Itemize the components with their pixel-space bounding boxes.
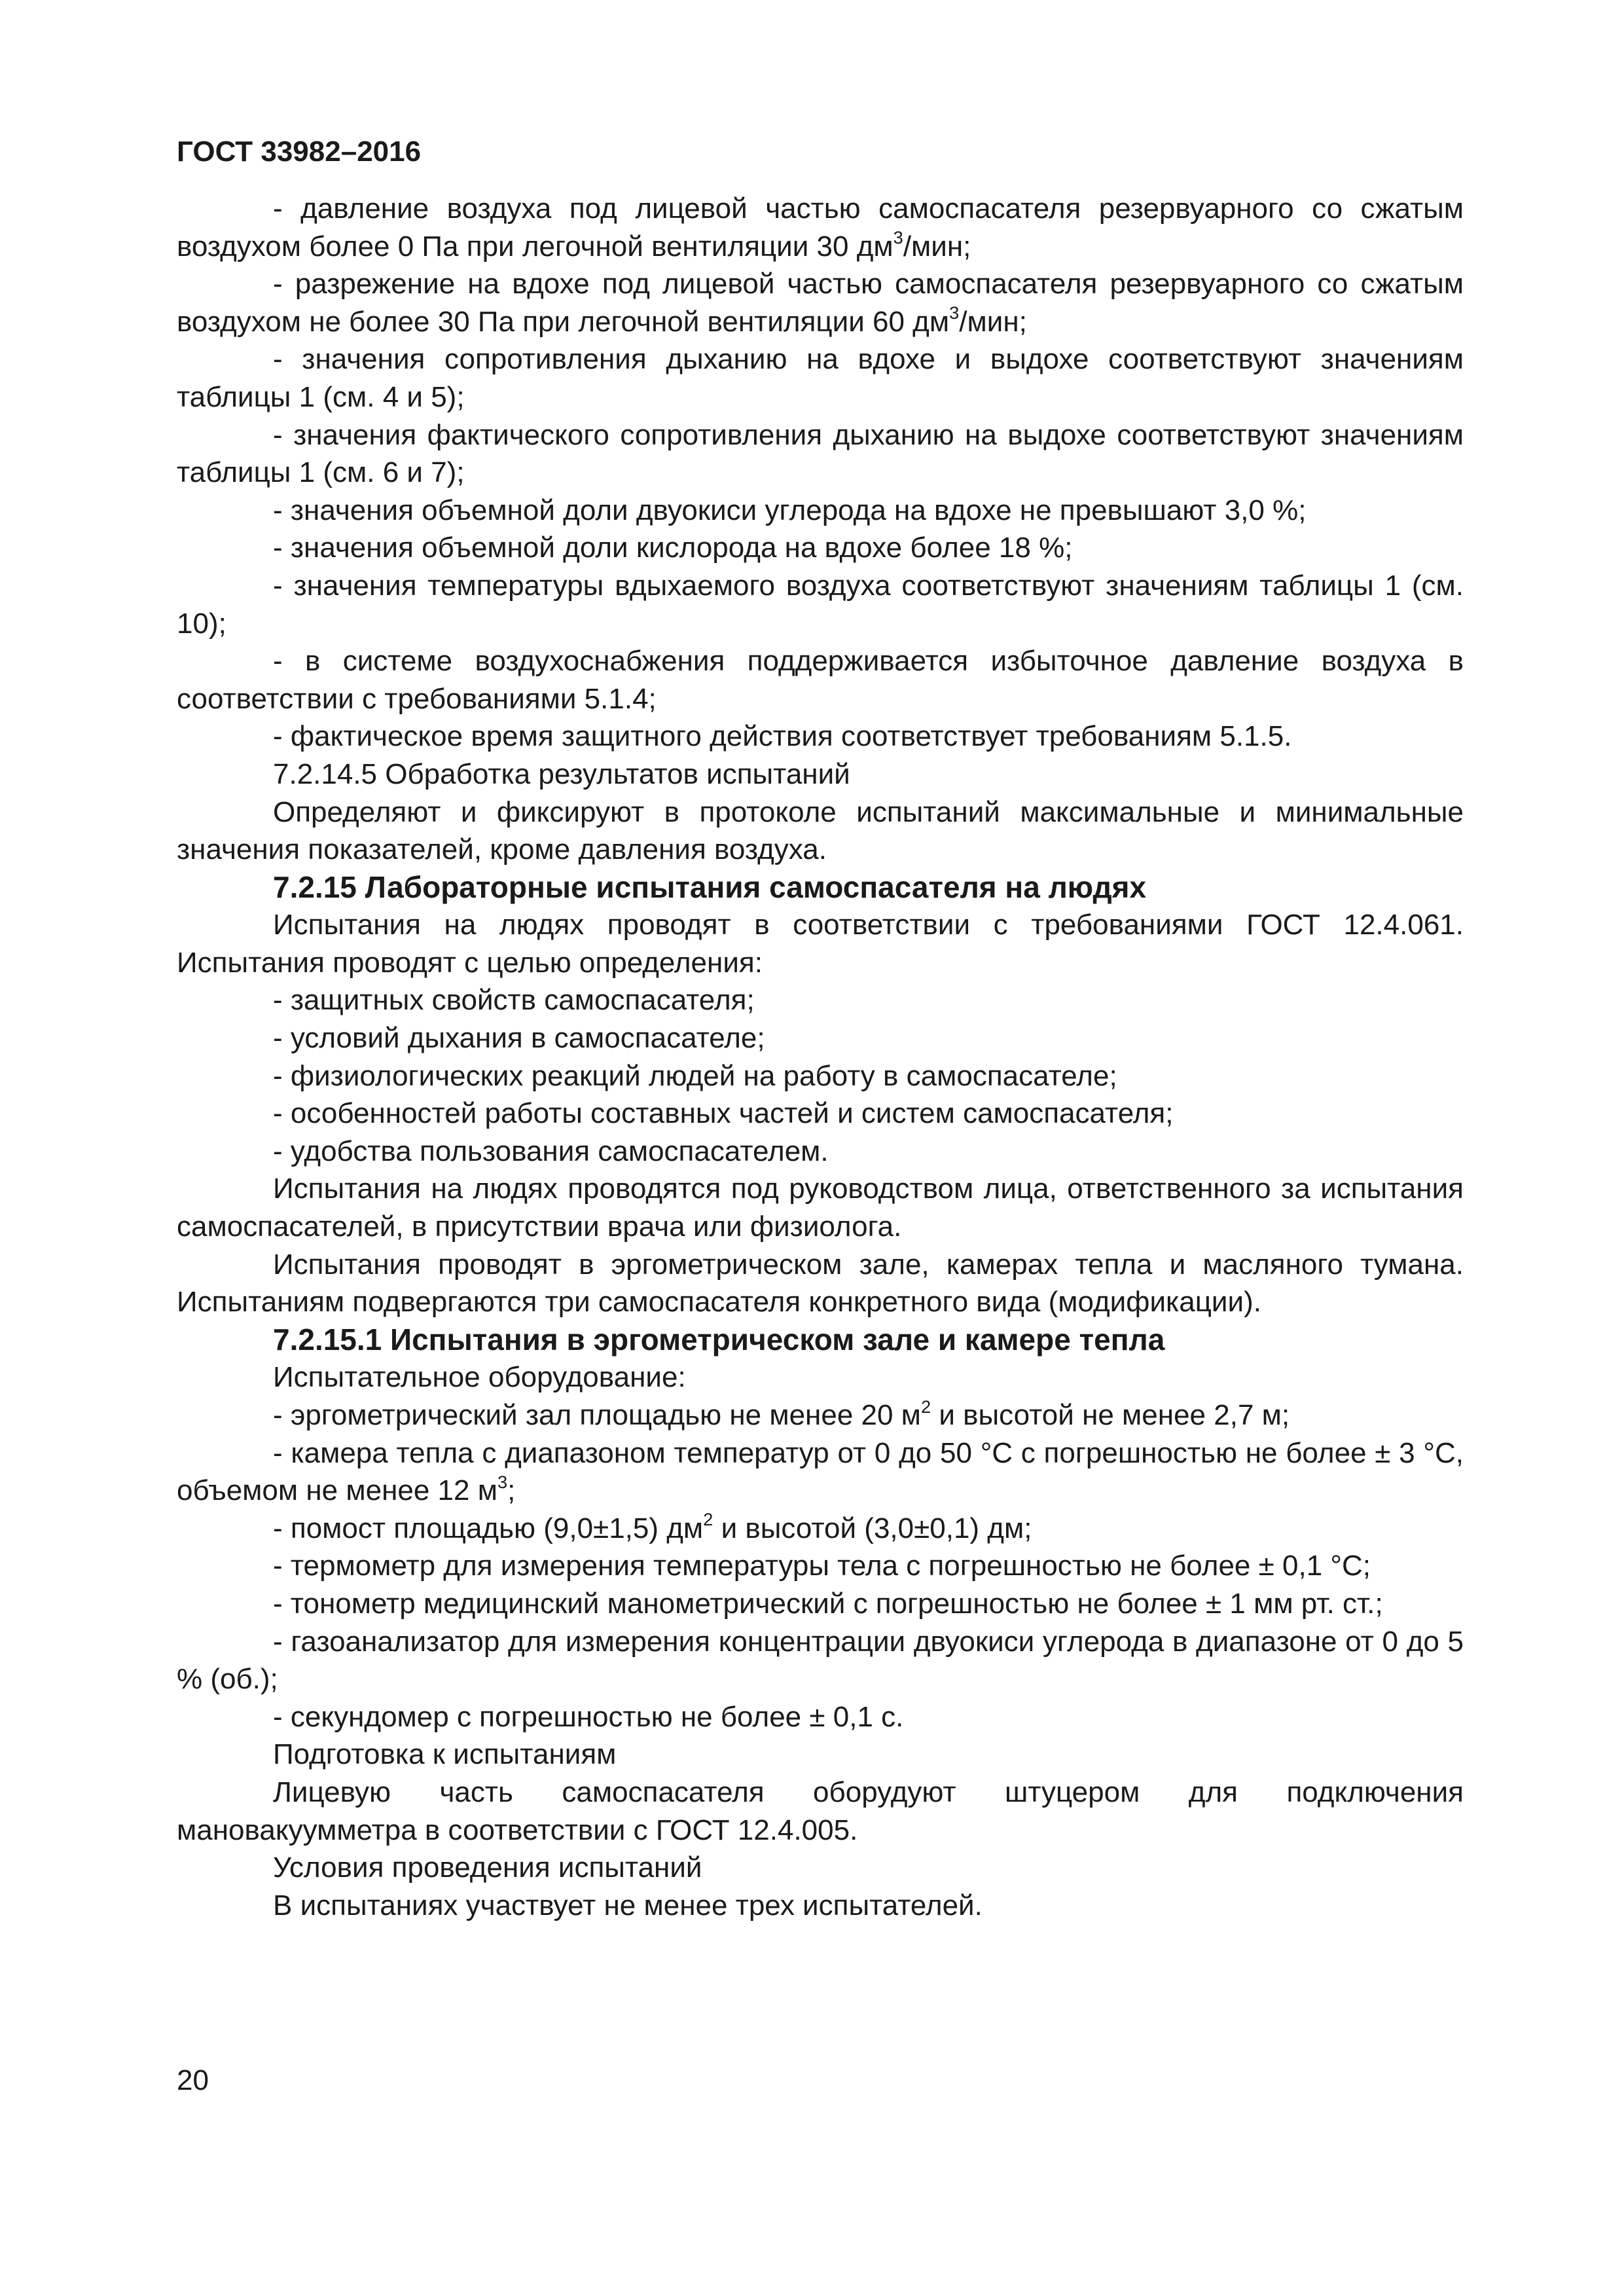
text-run: и высотой не менее 2,7 м; [931,1399,1290,1431]
list-item-tonometer: - тонометр медицинский манометрический с погрешностью не более ± 1 мм рт. ст.; [273,1587,1383,1620]
paragraph-oxygen-fraction: - значения объемной доли кислорода на вдохе более 18 %; [273,532,1073,564]
superscript: 2 [703,1509,713,1530]
paragraph-protective-time: - фактическое время защитного действия соответствует требованиям 5.1.5. [273,720,1292,753]
document-body [177,190,1464,1924]
paragraph-test-equipment: Испытательное оборудование: [273,1361,686,1394]
section-heading-7-2-15-1: 7.2.15.1 Испытания в эргометрическом зале и камере тепла [273,1322,1165,1357]
page-number: 20 [177,2064,209,2096]
paragraph-results-processing: Определяют и фиксируют в протоколе испытаний максимальные и минимальные значения показателей, кроме давления воздуха. [177,795,1464,866]
list-item-ergometric-hall [177,1396,1464,1434]
superscript: 2 [920,1396,931,1417]
paragraph-inhaled-air-temperature: - значения температуры вдыхаемого воздуха соответствуют значениям таблицы 1 (см. 10); [177,569,1464,640]
list-item-usability: - удобства пользования самоспасателем. [273,1135,829,1167]
text-run: - камера тепла с диапазоном температур от 0 до 50 °С с погрешностью не более ± 3 °С, объемом не менее 12 м [177,1436,1464,1507]
list-item-thermometer: - термометр для измерения температуры тела с погрешностью не более ± 0,1 °С; [273,1550,1371,1582]
paragraph-test-conditions: Условия проведения испытаний [273,1851,702,1884]
superscript: 3 [949,302,960,323]
list-item-gas-analyzer: - газоанализатор для измерения концентрации двуокиси углерода в диапазоне от 0 до 5 % (об.); [177,1625,1464,1696]
document-code-header: ГОСТ 33982–2016 [177,136,422,168]
text-run: - разрежение на вдохе под лицевой частью самоспасателя резервуарного со сжатым воздухом не более 30 Па при легочной вентиляции 60 дм [177,268,1464,338]
list-item-component-features: - особенностей работы составных частей и систем самоспасателя; [273,1097,1174,1130]
text-run: /мин; [959,305,1027,338]
paragraph-actual-exhale-resistance: - значения фактического сопротивления дыханию на выдохе соответствуют значениям таблицы 1 (см. 6 и 7); [177,418,1464,489]
paragraph-face-piece-fitting: Лицевую часть самоспасателя оборудуют штуцером для подключения мановакуумметра в соответствии с ГОСТ 12.4.005. [177,1776,1464,1846]
paragraph-inhale-vacuum [177,265,1464,340]
paragraph-clause-7-2-14-5: 7.2.14.5 Обработка результатов испытаний [273,757,850,790]
list-item-breathing-conditions: - условий дыхания в самоспасателе; [273,1022,765,1055]
list-item-physiological-reactions: - физиологических реакций людей на работу в самоспасателе; [273,1059,1117,1092]
text-run: - помост площадью (9,0±1,5) дм [273,1512,704,1544]
paragraph-test-locations: Испытания проводят в эргометрическом зале, камерах тепла и масляного тумана. Испытаниям подвергаются три самоспасателя конкретного вида (модификации). [177,1248,1464,1319]
text-run: - давление воздуха под лицевой частью самоспасателя резервуарного со сжатым воздухом более 0 Па при легочной вентиляции 30 дм [177,192,1464,263]
text-run: ; [507,1474,516,1507]
superscript: 3 [497,1471,508,1492]
paragraph-human-tests-intro: Испытания на людях проводят в соответствии с требованиями ГОСТ 12.4.061. Испытания проводят с целью определения: [177,909,1464,979]
list-item-protective-properties: - защитных свойств самоспасателя; [273,984,755,1017]
text-run: - эргометрический зал площадью не менее 20 м [273,1399,921,1431]
section-heading-7-2-15: 7.2.15 Лабораторные испытания самоспасателя на людях [273,869,1147,904]
paragraph-participants: В испытаниях участвует не менее трех испытателей. [273,1889,983,1922]
paragraph-test-preparation: Подготовка к испытаниям [273,1738,617,1771]
superscript: 3 [893,227,903,248]
text-run: и высотой (3,0±0,1) дм; [713,1512,1032,1544]
paragraph-breathing-resistance: - значения сопротивления дыханию на вдохе и выдохе соответствуют значениям таблицы 1 (см. 4 и 5); [177,343,1464,413]
list-item-platform [177,1510,1464,1548]
paragraph-co2-fraction: - значения объемной доли двуокиси углерода на вдохе не превышают 3,0 %; [273,494,1307,526]
paragraph-air-pressure [177,190,1464,265]
list-item-stopwatch: - секундомер с погрешностью не более ± 0,1 с. [273,1700,904,1733]
paragraph-air-supply-pressure: - в системе воздухоснабжения поддерживается избыточное давление воздуха в соответствии с требованиями 5.1.4; [177,645,1464,715]
text-run: /мин; [903,230,971,263]
list-item-heat-chamber [177,1434,1464,1510]
paragraph-supervision: Испытания на людях проводятся под руководством лица, ответственного за испытания самоспасателей, в присутствии врача или физиолога. [177,1173,1464,1243]
